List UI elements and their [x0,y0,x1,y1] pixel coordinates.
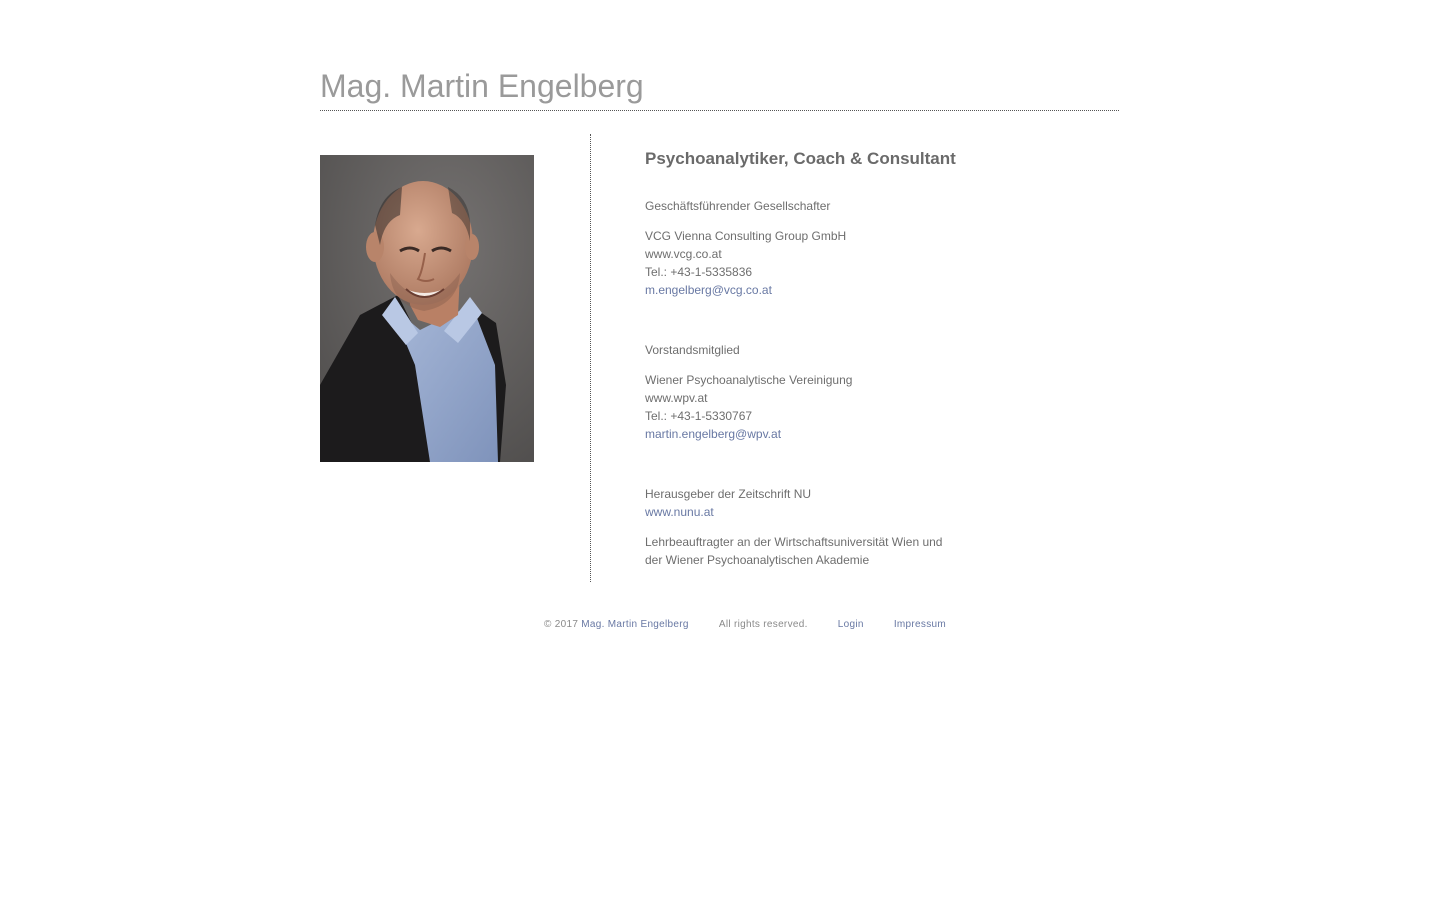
vcg-role: Geschäftsführender Gesellschafter [645,199,831,213]
lecturer-line-2: der Wiener Psychoanalytischen Akademie [645,553,870,567]
vcg-contact [645,227,1065,299]
vcg-email-link[interactable]: m.engelberg@vcg.co.at [645,283,772,297]
vcg-org: VCG Vienna Consulting Group GmbH [645,229,847,243]
title-divider [320,110,1119,111]
wpv-email-link[interactable]: martin.engelberg@wpv.at [645,427,782,441]
profile-content [645,146,1065,569]
footer-login-link[interactable]: Login [837,619,864,630]
vcg-phone: Tel.: +43-1-5335836 [645,265,753,279]
nu-block [645,485,1065,521]
wpv-contact [645,371,1065,443]
wpv-phone: Tel.: +43-1-5330767 [645,409,753,423]
footer-name-link[interactable]: Mag. Martin Engelberg [581,619,689,630]
vcg-website: www.vcg.co.at [645,247,722,261]
column-divider [590,134,591,582]
wpv-block [645,341,1065,359]
lecturer-block [645,533,1065,569]
nu-role: Herausgeber der Zeitschrift NU [645,487,812,501]
footer-copyright: © 2017 [544,619,579,630]
wpv-org: Wiener Psychoanalytische Vereinigung [645,373,853,387]
footer-rights: All rights reserved. [718,619,808,630]
wpv-role: Vorstandsmitglied [645,343,740,357]
portrait-photo [320,155,534,462]
nu-website-link[interactable]: www.nunu.at [645,505,714,519]
footer [544,618,946,632]
vcg-block [645,197,1065,215]
profile-tagline: Psychoanalytiker, Coach & Consultant [645,149,956,168]
footer-impressum-link[interactable]: Impressum [893,619,946,630]
page-title: Mag. Martin Engelberg [320,68,644,104]
wpv-website: www.wpv.at [645,391,708,405]
lecturer-line-1: Lehrbeauftragter an der Wirtschaftsuniversität Wien und [645,535,943,549]
